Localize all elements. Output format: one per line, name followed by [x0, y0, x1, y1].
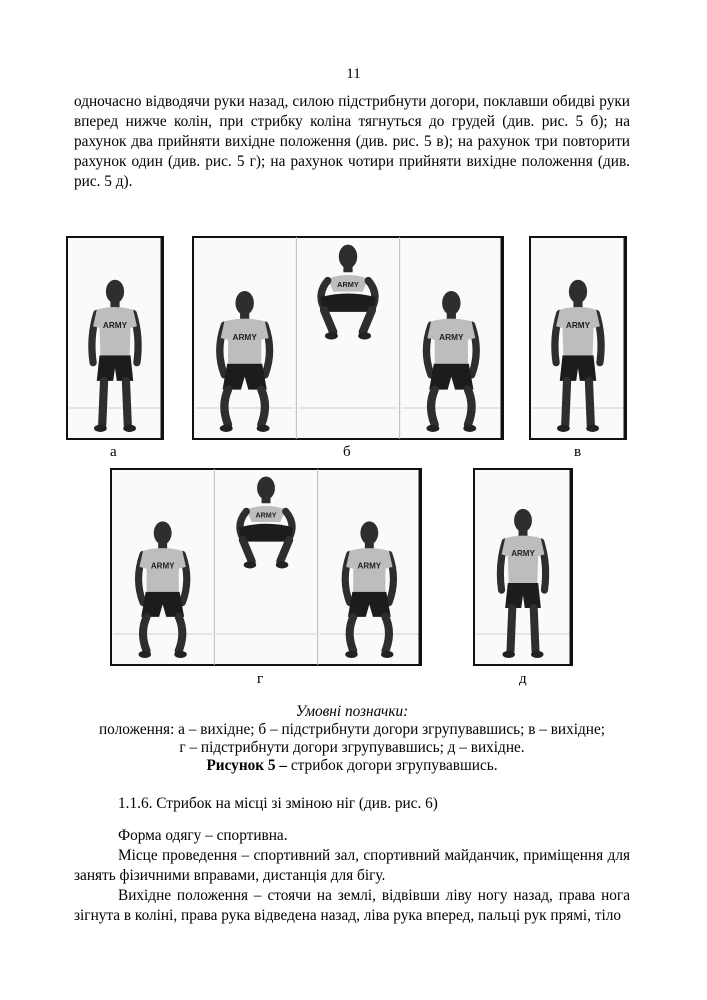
- figure-caption-text: стрибок догори згрупувавшись.: [287, 757, 498, 774]
- svg-text:ARMY: ARMY: [150, 561, 175, 571]
- legend-line-1: положення: а – вихідне; б – підстрибнути догори згрупувавшись; в – вихідне;: [98, 721, 606, 738]
- photo-frame-v: [529, 236, 627, 440]
- photo-frame-b-image: [192, 236, 504, 440]
- paragraph-clothing: Форма одягу – спортивна.: [118, 827, 288, 844]
- figure-label-g: г: [257, 671, 264, 687]
- paragraph-location: Місце проведення – спортивний зал, спортивний майданчик, приміщення для занять фізичними вправами, дистанція для бігу.: [74, 847, 630, 884]
- figure-label-d: д: [519, 671, 527, 687]
- photo-frame-b: [192, 236, 504, 440]
- figure-label-v: в: [574, 444, 582, 460]
- figure-caption: [74, 756, 630, 775]
- svg-text:ARMY: ARMY: [337, 279, 359, 289]
- svg-text:ARMY: ARMY: [102, 321, 128, 331]
- page-number: 11: [346, 66, 361, 82]
- svg-text:ARMY: ARMY: [511, 549, 535, 559]
- intro-paragraph: одночасно відводячи руки назад, силою підстрибнути догори, поклавши обидві руки вперед нижче колін, при стрибку коліна тягнуться до грудей (див. рис. 5 б); на рахунок два прийняти вихідне положення (див. рис. 5 в); на рахунок три повторити рахунок один (див. рис. 5 г); на рахунок чотири прийняти вихідне положення (див. рис. 5 д).: [74, 93, 630, 190]
- photo-frame-a-image: [66, 236, 164, 440]
- photo-frame-d: [473, 468, 573, 666]
- svg-text:ARMY: ARMY: [232, 331, 257, 342]
- photo-frame-g-image: [110, 468, 422, 666]
- svg-text:ARMY: ARMY: [565, 321, 591, 331]
- figure-label-a: а: [110, 444, 117, 460]
- section-heading: 1.1.6. Стрибок на місці зі зміною ніг (див. рис. 6): [118, 795, 438, 812]
- svg-text:ARMY: ARMY: [255, 511, 277, 520]
- photo-frame-d-image: [473, 468, 573, 666]
- svg-text:ARMY: ARMY: [439, 331, 464, 342]
- photo-frame-a: [66, 236, 164, 440]
- figure-caption-number: Рисунок 5 –: [206, 757, 288, 774]
- svg-text:ARMY: ARMY: [357, 561, 382, 571]
- photo-frame-v-image: [529, 236, 627, 440]
- legend-title: Умовні позначки:: [295, 703, 409, 720]
- legend-line-2: г – підстрибнути догори згрупувавшись; д – вихідне.: [179, 739, 525, 756]
- figure-label-b: б: [343, 444, 351, 460]
- paragraph-start-position: Вихідне положення – стоячи на землі, відвівши ліву ногу назад, права нога зігнута в коліні, права рука відведена назад, ліва рука вперед, пальці рук прямі, тіло: [74, 887, 630, 924]
- photo-frame-g: [110, 468, 422, 666]
